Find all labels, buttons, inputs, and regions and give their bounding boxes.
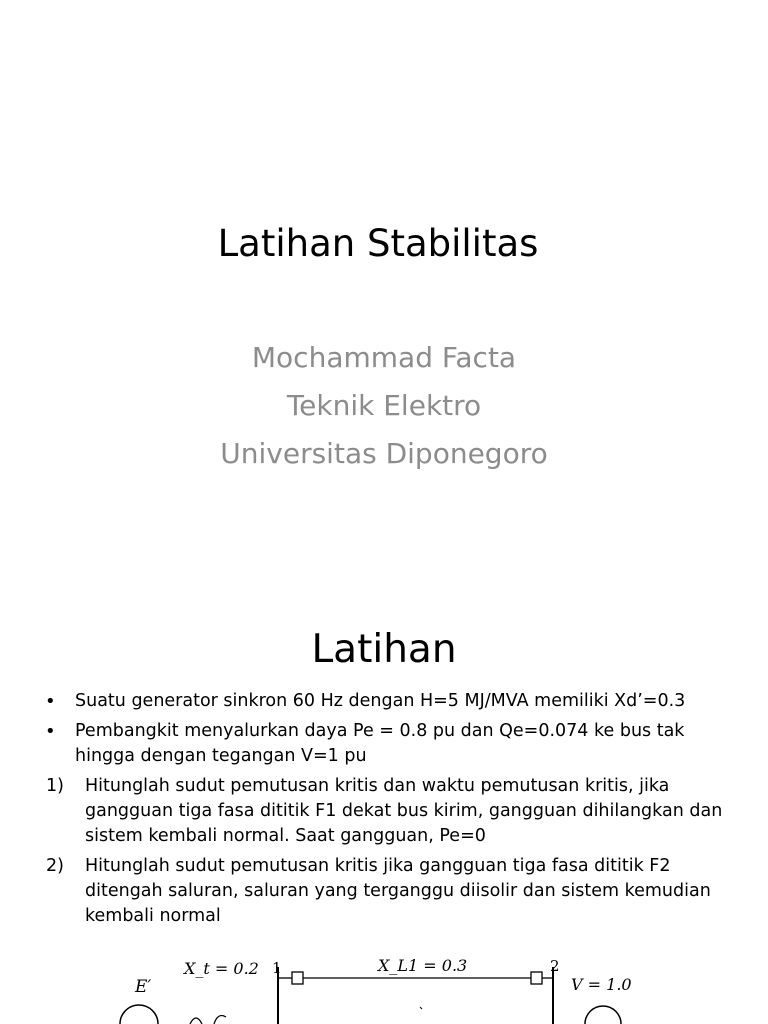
breaker-symbol (292, 972, 303, 984)
xl1-label: X_L1 = 0.3 (378, 957, 468, 975)
bus1-label: 1 (272, 959, 282, 977)
e-prime-label: E′ (135, 977, 152, 997)
number-marker: 1) (46, 776, 64, 796)
power-system-diagram (0, 957, 768, 1024)
numbered-item (44, 854, 724, 929)
bus2-label: 2 (550, 957, 560, 975)
bullet-text: Pembangkit menyalurkan daya Pe = 0.8 pu dan Qe=0.074 ke bus tak hingga dengan tegangan V=1 pu (75, 721, 685, 766)
author-name: Mochammad Facta (251, 341, 517, 374)
transformer-coil (214, 1016, 226, 1024)
bullet-text: Suatu generator sinkron 60 Hz dengan H=5 MJ/MVA memiliki Xd’=0.3 (75, 691, 686, 711)
slide-title: Latihan Stabilitas (217, 222, 539, 265)
bullet-item (44, 689, 724, 714)
numbered-item (44, 774, 724, 849)
line-mark (420, 1007, 422, 1009)
generator-symbol (120, 1005, 158, 1024)
slide-title: Latihan (311, 627, 457, 672)
infinite-bus-symbol (585, 1006, 621, 1024)
university: Universitas Diponegoro (220, 437, 548, 470)
breaker-symbol (531, 972, 542, 984)
v-label: V = 1.0 (571, 975, 632, 994)
number-marker: 2) (46, 856, 64, 876)
exercise-slide (0, 576, 768, 1024)
bullet-item (44, 719, 724, 769)
xt-label: X_t = 0.2 (184, 959, 259, 978)
slide-content (44, 689, 724, 934)
numbered-text: Hitunglah sudut pemutusan kritis jika gangguan tiga fasa dititik F2 ditengah saluran, saluran yang terganggu diisolir dan sistem kemudian kembali normal (85, 856, 711, 926)
bullet-marker: • (45, 721, 56, 742)
transformer-coil (190, 1018, 202, 1024)
slide-subtitle (0, 334, 768, 478)
numbered-text: Hitunglah sudut pemutusan kritis dan waktu pemutusan kritis, jika gangguan tiga fasa dititik F1 dekat bus kirim, gangguan dihilangkan dan sistem kembali normal. Saat gangguan, Pe=0 (85, 776, 723, 846)
department: Teknik Elektro (286, 389, 482, 422)
bullet-marker: • (45, 691, 56, 712)
